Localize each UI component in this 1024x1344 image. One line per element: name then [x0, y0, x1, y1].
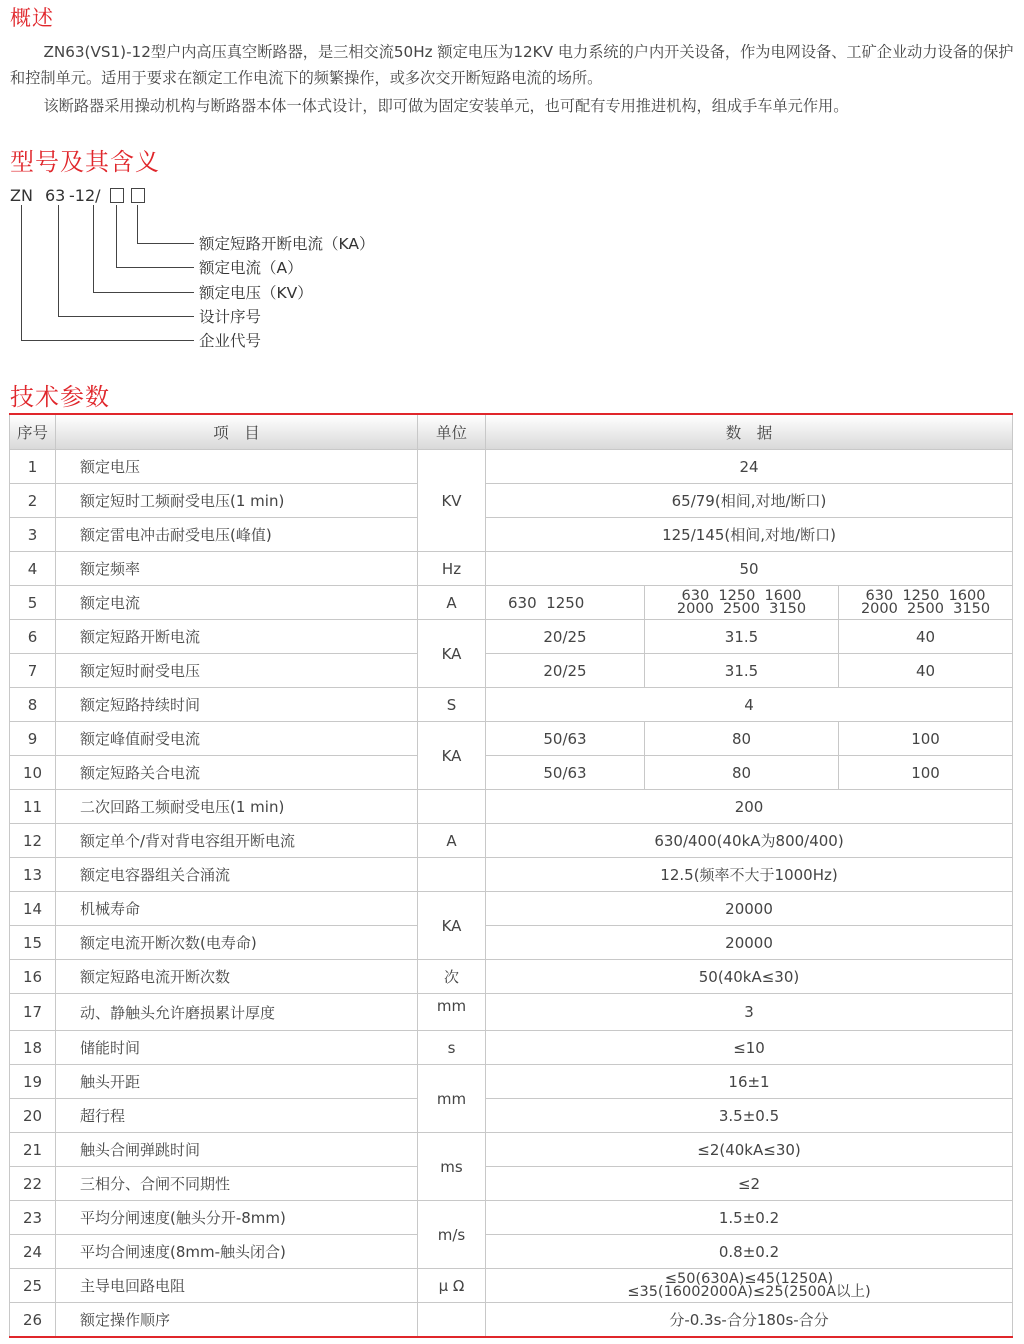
row-no: 22: [10, 1167, 56, 1201]
row-no: 4: [10, 552, 56, 586]
table-row: [10, 484, 1013, 518]
row-value: 65/79(相间,对地/断口): [486, 484, 1013, 518]
row-unit: KA: [418, 620, 486, 688]
row-value: 3.5±0.5: [486, 1099, 1013, 1133]
row-value-line2: ≤35(16002000A)≤25(2500A以上): [627, 1283, 871, 1300]
model-code-12: -12/: [69, 186, 101, 205]
row-no: 8: [10, 688, 56, 722]
table-row: [10, 1167, 1013, 1201]
row-no: 21: [10, 1133, 56, 1167]
header-data: 数 据: [486, 414, 1013, 450]
row-item: 二次回路工频耐受电压(1 min): [56, 790, 418, 824]
row-value: 16±1: [486, 1065, 1013, 1099]
row-no: 1: [10, 450, 56, 484]
table-row: [10, 450, 1013, 484]
row-no: 7: [10, 654, 56, 688]
tech-title: 技术参数: [10, 383, 110, 411]
row-item: 额定峰值耐受电流: [56, 722, 418, 756]
row-unit: KA: [418, 722, 486, 790]
callout-line: [137, 243, 194, 244]
table-row: [10, 1099, 1013, 1133]
table-row: [10, 1303, 1013, 1338]
legend-enterprise-code: 企业代号: [199, 332, 262, 350]
row-item: 平均合闸速度(8mm-触头闭合): [56, 1235, 418, 1269]
row-value: 50: [486, 552, 1013, 586]
row-value-b-line1: 630 1250 1600: [681, 587, 802, 604]
table-row: [10, 858, 1013, 892]
legend-rated-voltage: 额定电压（KV）: [199, 284, 313, 302]
row-value-b: 80: [645, 756, 839, 790]
row-unit: KA: [418, 892, 486, 960]
row-item: 机械寿命: [56, 892, 418, 926]
row-no: 12: [10, 824, 56, 858]
row-value-c-line1: 630 1250 1600: [865, 587, 986, 604]
row-unit: mm: [418, 1065, 486, 1133]
row-no: 18: [10, 1031, 56, 1065]
table-row: [10, 1269, 1013, 1303]
row-no: 24: [10, 1235, 56, 1269]
row-no: 20: [10, 1099, 56, 1133]
row-value-c: 100: [839, 722, 1013, 756]
row-value-a: 20/25: [486, 620, 645, 654]
row-value: ≤2: [486, 1167, 1013, 1201]
callout-line: [58, 205, 59, 316]
table-row: [10, 1031, 1013, 1065]
row-item: 额定电容器组关合涌流: [56, 858, 418, 892]
row-item: 额定频率: [56, 552, 418, 586]
row-item: 平均分闸速度(触头分开-8mm): [56, 1201, 418, 1235]
row-value-b: 31.5: [645, 654, 839, 688]
row-value-c: [839, 586, 1013, 620]
row-value-b: [645, 586, 839, 620]
callout-line: [116, 267, 194, 268]
row-unit: A: [418, 824, 486, 858]
row-no: 14: [10, 892, 56, 926]
row-unit: [418, 790, 486, 824]
table-row: [10, 994, 1013, 1031]
row-no: 19: [10, 1065, 56, 1099]
table-row: [10, 518, 1013, 552]
row-unit: Hz: [418, 552, 486, 586]
row-value-a: 630 1250: [486, 586, 645, 620]
table-row: [10, 790, 1013, 824]
row-no: 13: [10, 858, 56, 892]
row-value: 125/145(相间,对地/断口): [486, 518, 1013, 552]
row-value-c: 100: [839, 756, 1013, 790]
model-code-box-1: [110, 188, 124, 203]
table-row: [10, 824, 1013, 858]
model-code-zn: ZN: [10, 186, 33, 205]
row-value-c: 40: [839, 654, 1013, 688]
row-item: 触头开距: [56, 1065, 418, 1099]
row-item: 额定电流: [56, 586, 418, 620]
row-unit: mm: [418, 994, 486, 1031]
row-item: 额定短时耐受电压: [56, 654, 418, 688]
row-value-line1: ≤50(630A)≤45(1250A): [664, 1270, 834, 1287]
row-no: 2: [10, 484, 56, 518]
row-unit: [418, 1303, 486, 1338]
row-item: 额定短路开断电流: [56, 620, 418, 654]
callout-line: [58, 316, 194, 317]
table-row: [10, 960, 1013, 994]
table-header-row: [10, 414, 1013, 450]
row-item: 触头合闸弹跳时间: [56, 1133, 418, 1167]
row-no: 6: [10, 620, 56, 654]
row-value-b-line2: 2000 2500 3150: [676, 600, 807, 617]
row-item: 额定短路关合电流: [56, 756, 418, 790]
row-item: 额定电流开断次数(电寿命): [56, 926, 418, 960]
row-no: 15: [10, 926, 56, 960]
table-row: [10, 688, 1013, 722]
table-row: [10, 1133, 1013, 1167]
row-no: 16: [10, 960, 56, 994]
row-item: 储能时间: [56, 1031, 418, 1065]
callout-line: [137, 205, 138, 243]
row-item: 三相分、合闸不同期性: [56, 1167, 418, 1201]
row-item: 额定电压: [56, 450, 418, 484]
row-no: 23: [10, 1201, 56, 1235]
legend-breaking-current: 额定短路开断电流（KA）: [199, 235, 375, 253]
table-row: [10, 620, 1013, 654]
row-unit: s: [418, 1031, 486, 1065]
callout-line: [21, 205, 22, 340]
row-unit: m/s: [418, 1201, 486, 1269]
row-no: 5: [10, 586, 56, 620]
table-row: [10, 1201, 1013, 1235]
legend-rated-current: 额定电流（A）: [199, 259, 303, 277]
row-item: 主导电回路电阻: [56, 1269, 418, 1303]
row-value: 200: [486, 790, 1013, 824]
row-item: 额定操作顺序: [56, 1303, 418, 1338]
overview-title: 概述: [10, 6, 54, 30]
row-value: ≤10: [486, 1031, 1013, 1065]
overview-paragraph-1: ZN63(VS1)-12型户内高压真空断路器，是三相交流50Hz 额定电压为12KV 电力系统的户内开关设备，作为电网设备、工矿企业动力设备的保护和控制单元。适用于要求在额定工作电流下的频繁操作，或多次交开断短路电流的场所。: [10, 43, 1014, 87]
row-value: 12.5(频率不大于1000Hz): [486, 858, 1013, 892]
row-value: 3: [486, 994, 1013, 1031]
table-row: [10, 552, 1013, 586]
callout-line: [116, 205, 117, 267]
tech-params-table: [9, 413, 1013, 1338]
row-no: 26: [10, 1303, 56, 1338]
table-row: [10, 926, 1013, 960]
row-value-a: 50/63: [486, 756, 645, 790]
model-code-box-2: [131, 188, 145, 203]
table-row: [10, 892, 1013, 926]
table-row: [10, 586, 1013, 620]
row-no: 3: [10, 518, 56, 552]
row-unit: [418, 858, 486, 892]
row-value-b: 80: [645, 722, 839, 756]
row-unit: KV: [418, 450, 486, 552]
table-row: [10, 756, 1013, 790]
row-no: 11: [10, 790, 56, 824]
callout-line: [21, 340, 194, 341]
row-value: 630/400(40kA为800/400): [486, 824, 1013, 858]
model-code-63: 63: [45, 186, 66, 205]
row-value: [486, 1269, 1013, 1303]
row-value-a: 50/63: [486, 722, 645, 756]
row-item: 额定单个/背对背电容组开断电流: [56, 824, 418, 858]
row-value: 50(40kA≤30): [486, 960, 1013, 994]
row-value: 分-0.3s-合分180s-合分: [486, 1303, 1013, 1338]
table-row: [10, 654, 1013, 688]
row-unit: S: [418, 688, 486, 722]
row-value: ≤2(40kA≤30): [486, 1133, 1013, 1167]
row-item: 超行程: [56, 1099, 418, 1133]
row-value: 1.5±0.2: [486, 1201, 1013, 1235]
row-value-b: 31.5: [645, 620, 839, 654]
callout-line: [93, 205, 94, 292]
header-unit: 单位: [418, 414, 486, 450]
row-item: 额定短路电流开断次数: [56, 960, 418, 994]
row-value-c: 40: [839, 620, 1013, 654]
callout-line: [93, 292, 194, 293]
row-value-c-line2: 2000 2500 3150: [860, 600, 991, 617]
row-no: 9: [10, 722, 56, 756]
table-row: [10, 722, 1013, 756]
row-unit: μ Ω: [418, 1269, 486, 1303]
row-unit: A: [418, 586, 486, 620]
overview-paragraph-2: 该断路器采用操动机构与断路器本体一体式设计，即可做为固定安装单元，也可配有专用推进机构，组成手车单元作用。: [43, 97, 849, 115]
row-value: 24: [486, 450, 1013, 484]
legend-design-serial: 设计序号: [199, 308, 262, 326]
row-value: 0.8±0.2: [486, 1235, 1013, 1269]
table-row: [10, 1235, 1013, 1269]
row-value: 4: [486, 688, 1013, 722]
row-unit: 次: [418, 960, 486, 994]
row-unit: ms: [418, 1133, 486, 1201]
row-item: 额定雷电冲击耐受电压(峰值): [56, 518, 418, 552]
row-no: 10: [10, 756, 56, 790]
header-item: 项 目: [56, 414, 418, 450]
row-item: 动、静触头允许磨损累计厚度: [56, 994, 418, 1031]
row-item: 额定短路持续时间: [56, 688, 418, 722]
header-no: 序号: [10, 414, 56, 450]
row-no: 25: [10, 1269, 56, 1303]
row-value-a: 20/25: [486, 654, 645, 688]
row-item: 额定短时工频耐受电压(1 min): [56, 484, 418, 518]
model-title: 型号及其含义: [10, 148, 160, 176]
row-no: 17: [10, 994, 56, 1031]
row-value: 20000: [486, 892, 1013, 926]
row-value: 20000: [486, 926, 1013, 960]
table-row: [10, 1065, 1013, 1099]
